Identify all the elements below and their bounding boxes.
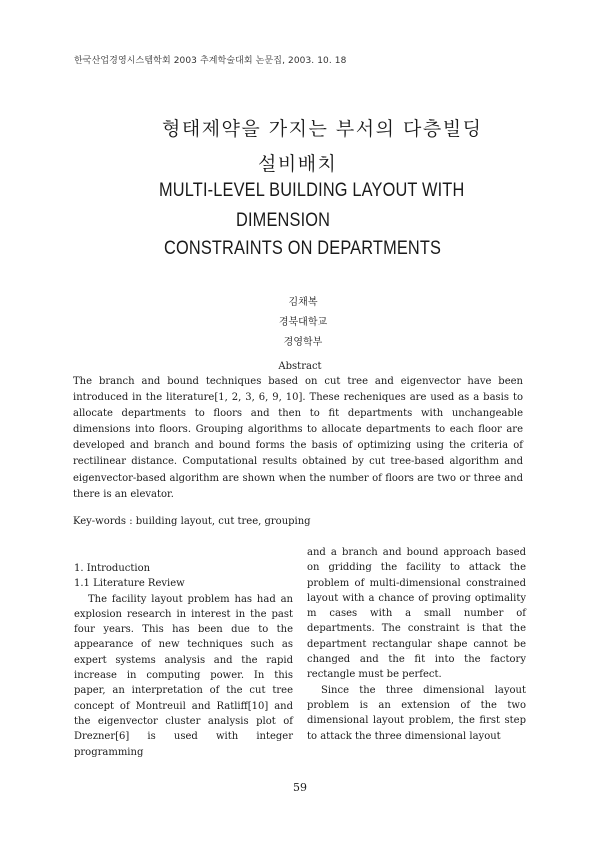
abstract-text: The branch and bound techniques based on cut tree and eigenvector have been introduced in the literature[1, 2, 3, 6, 9, 10]. These recheniques are used as a basis to allocate departments to floors and then to fit departments with unchangeable dimensions into floors. Grouping algorithms to allocate departments to each floor are developed and branch and bound forms the basis of optimizing using the criteria of rectilinear distance. Computational results obtained by cut tree-based algorithm and eigenvector-based algorithm are shown when the number of floors are two or three and there is an elevator. <box>73 376 523 500</box>
subsection-heading: 1.1 Literature Review <box>74 578 185 590</box>
proceedings-header: 한국산업경영시스템학회 2003 추계학술대회 논문집, 2003. 10. 18 <box>74 56 347 66</box>
page-number: 59 <box>293 781 307 794</box>
author-department: 경영학부 <box>283 337 323 348</box>
keywords: Key-words : building layout, cut tree, grouping <box>73 516 311 527</box>
english-title-line-1: MULTI-LEVEL BUILDING LAYOUT WITH <box>159 180 465 201</box>
author-name: 김채복 <box>288 297 318 308</box>
section-heading: 1. Introduction <box>74 563 151 574</box>
left-column <box>74 561 293 760</box>
korean-title-line-2: 설비배치 <box>258 153 338 175</box>
right-column <box>307 545 526 744</box>
english-title-line-3: CONSTRAINTS ON DEPARTMENTS <box>164 238 442 259</box>
korean-title-line-1: 형태제약을 가지는 부서의 다층빌딩 <box>162 118 483 140</box>
body-paragraph: The facility layout problem has had an explosion research in interest in the past four years. This has been due to the appearance of new techniques such as expert systems analysis and the rapid increase in computing power. In this paper, an interpretation of the cut tree concept of Montreuil and Ratliff[10] and the eigenvector cluster analysis plot of Drezner[6] is used with integer programming <box>74 593 293 758</box>
author-university: 경북대학교 <box>278 317 328 328</box>
abstract-heading: Abstract <box>278 361 322 372</box>
english-title-line-2: DIMENSION <box>236 210 331 231</box>
body-paragraph: Since the three dimensional layout problem is an extension of the two dimensional layout problem, the first step to attack the three dimensional layout <box>307 684 526 742</box>
body-paragraph: and a branch and bound approach based on gridding the facility to attack the problem of multi-dimensional constrained layout with a chance of proving optimality m cases with a small number of departments. The constraint is that the department rectangular shape cannot be changed and the fit into the factory rectangle must be perfect. <box>307 547 526 681</box>
